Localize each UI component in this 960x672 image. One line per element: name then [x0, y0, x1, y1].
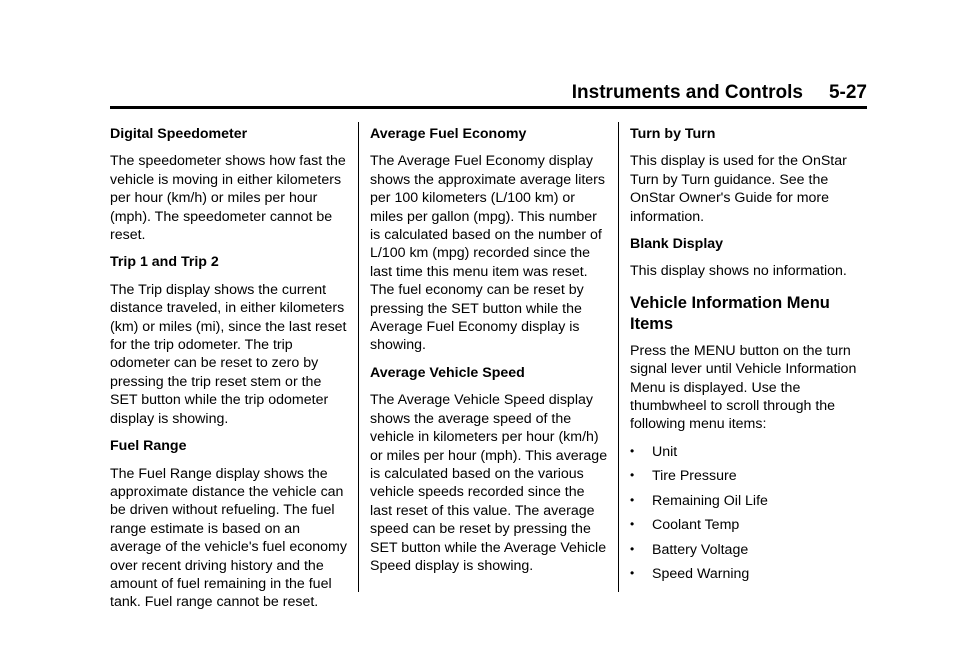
heading-turn-by-turn: Turn by Turn: [630, 126, 716, 142]
bullet-icon: •: [630, 541, 635, 556]
heading-blank-display: Blank Display: [630, 236, 724, 253]
bullet-icon: •: [630, 492, 635, 507]
list-item-text: Battery Voltage: [652, 541, 749, 558]
bullet-icon: •: [630, 565, 635, 580]
heading-fuel-range: Fuel Range: [110, 438, 187, 455]
column-1: [110, 125, 348, 621]
list-item: [630, 565, 870, 583]
header-title: Instruments and Controls: [571, 82, 803, 103]
bullet-icon: •: [630, 468, 635, 483]
list-item-text: Remaining Oil Life: [652, 492, 768, 509]
heading-average-vehicle-speed: Average Vehicle Speed: [370, 364, 525, 381]
paragraph: This display is used for the OnStar Turn by Turn guidance. See the OnStar Owner's Guide for more information.: [630, 153, 847, 225]
menu-items-list: [630, 443, 870, 583]
bullet-icon: •: [630, 517, 635, 532]
list-item: [630, 492, 870, 510]
paragraph: The Average Fuel Economy display shows the approximate average liters per 100 kilometers (L/100 km) or miles per gallon (mpg). This number is calculated based on the number of L/100 km (mpg) recorded since the last time this menu item was reset. The fuel economy can be reset by pressing the SET button while the Average Fuel Economy display is showing.: [370, 153, 606, 354]
list-item-text: Unit: [652, 443, 678, 460]
section-heading: Vehicle Information Menu Items: [630, 293, 830, 333]
column-3: [630, 125, 870, 589]
paragraph: The Fuel Range display shows the approximate distance the vehicle can be driven without refueling. The fuel range estimate is based on an average of the vehicle's fuel economy over recent driving history and the amount of fuel remaining in the fuel tank. Fuel range cannot be reset.: [110, 465, 347, 611]
paragraph: The speedometer shows how fast the vehicle is moving in either kilometers per hour (km/h) or miles per hour (mph). The speedometer cannot be reset.: [110, 153, 346, 244]
column-divider: [358, 122, 359, 592]
column-divider: [618, 122, 619, 592]
heading-average-fuel-economy: Average Fuel Economy: [370, 126, 527, 142]
paragraph: This display shows no information.: [630, 263, 847, 280]
paragraph: Press the MENU button on the turn signal lever until Vehicle Information Menu is displayed. Use the thumbwheel to scroll through the following menu items:: [630, 342, 857, 433]
header-rule: [110, 106, 867, 109]
list-item-text: Speed Warning: [652, 565, 750, 582]
paragraph: The Average Vehicle Speed display shows the average speed of the vehicle in kilometers per hour (km/h) or miles per hour (mph). This average is calculated based on the various vehicle speeds recorded since the last reset of this value. The average speed can be reset by pressing the SET button while the Average Vehicle Speed display is showing.: [370, 392, 608, 574]
page-header: [110, 82, 867, 104]
list-item: [630, 467, 870, 485]
list-item: [630, 541, 870, 559]
list-item-text: Tire Pressure: [652, 468, 737, 485]
bullet-icon: •: [630, 443, 635, 458]
list-item: [630, 443, 870, 461]
page-number: 5-27: [828, 82, 867, 103]
heading-trip: Trip 1 and Trip 2: [110, 254, 219, 271]
heading-digital-speedometer: Digital Speedometer: [110, 126, 248, 142]
list-item: [630, 516, 870, 534]
column-2: [370, 125, 608, 584]
list-item-text: Coolant Temp: [652, 517, 740, 534]
paragraph: The Trip display shows the current distance traveled, in either kilometers (km) or miles (mi), since the last reset for the trip odometer. The trip odometer can be reset to zero by pressing the trip reset stem or the SET button while the trip odometer display is showing.: [110, 281, 347, 427]
